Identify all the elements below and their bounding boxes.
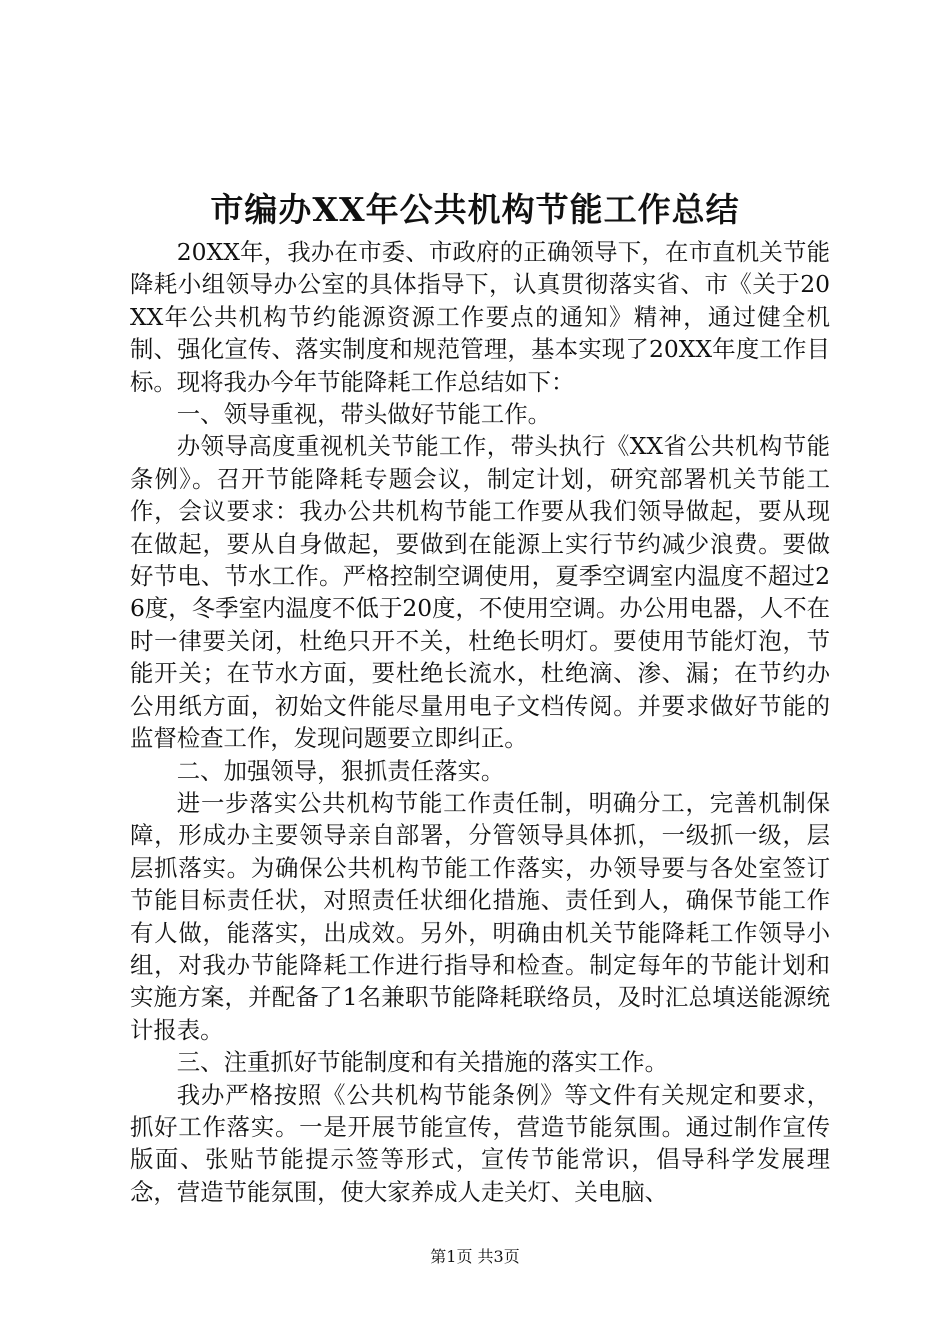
section-heading-2: 二、加强领导，狠抓责任落实。 <box>176 756 505 785</box>
section-heading-1: 一、领导重视，带头做好节能工作。 <box>176 400 552 429</box>
section-paragraph-1: 办领导高度重视机关节能工作，带头执行《XX省公共机构节能条例》。召开节能降耗专题会议，制定计划，研究部署机关节能工作，会议要求：我办公共机构节能工作要从我们领导做起，要从现在做起，要从自身做起，要做到在能源上实行节约减少浪费。要做好节电、节水工作。严格控制空调使用，夏季空调室内温度不超过26度，冬季室内温度不低于20度，不使用空调。办公用电器，人不在时一律要关闭，杜绝只开不关，杜绝长明灯。要使用节能灯泡，节能开关；在节水方面，要杜绝长流水，杜绝滴、渗、漏；在节约办公用纸方面，初始文件能尽量用电子文档传阅。并要求做好节能的监督检查工作，发现问题要立即纠正。 <box>130 432 830 753</box>
section-heading-3: 三、注重抓好节能制度和有关措施的落实工作。 <box>176 1048 668 1077</box>
page-title: 市编办XX年公共机构节能工作总结 <box>210 190 740 229</box>
section-paragraph-2: 进一步落实公共机构节能工作责任制，明确分工，完善机制保障，形成办主要领导亲自部署，分管领导具体抓，一级抓一级，层层抓落实。为确保公共机构节能工作落实，办领导要与各处室签订节能目标责任状，对照责任状细化措施、责任到人，确保节能工作有人做，能落实，出成效。另外，明确由机关节能降耗工作领导小组，对我办节能降耗工作进行指导和检查。制定每年的节能计划和实施方案，并配备了1名兼职节能降耗联络员，及时汇总填送能源统计报表。 <box>130 788 830 1044</box>
intro-paragraph: 20XX年，我办在市委、市政府的正确领导下，在市直机关节能降耗小组领导办公室的具体指导下，认真贯彻落实省、市《关于20XX年公共机构节约能源资源工作要点的通知》精神，通过健全机制、强化宣传、落实制度和规范管理，基本实现了20XX年度工作目标。现将我办今年节能降耗工作总结如下： <box>130 238 830 396</box>
document-body <box>130 236 830 1208</box>
section-paragraph-3: 我办严格按照《公共机构节能条例》等文件有关规定和要求，抓好工作落实。一是开展节能宣传，营造节能氛围。通过制作宣传版面、张贴节能提示签等形式，宣传节能常识，倡导科学发展理念，营造节能氛围，使大家养成人走关灯、关电脑、 <box>130 1080 830 1206</box>
page-footer: 第1页 共3页 <box>430 1247 520 1266</box>
